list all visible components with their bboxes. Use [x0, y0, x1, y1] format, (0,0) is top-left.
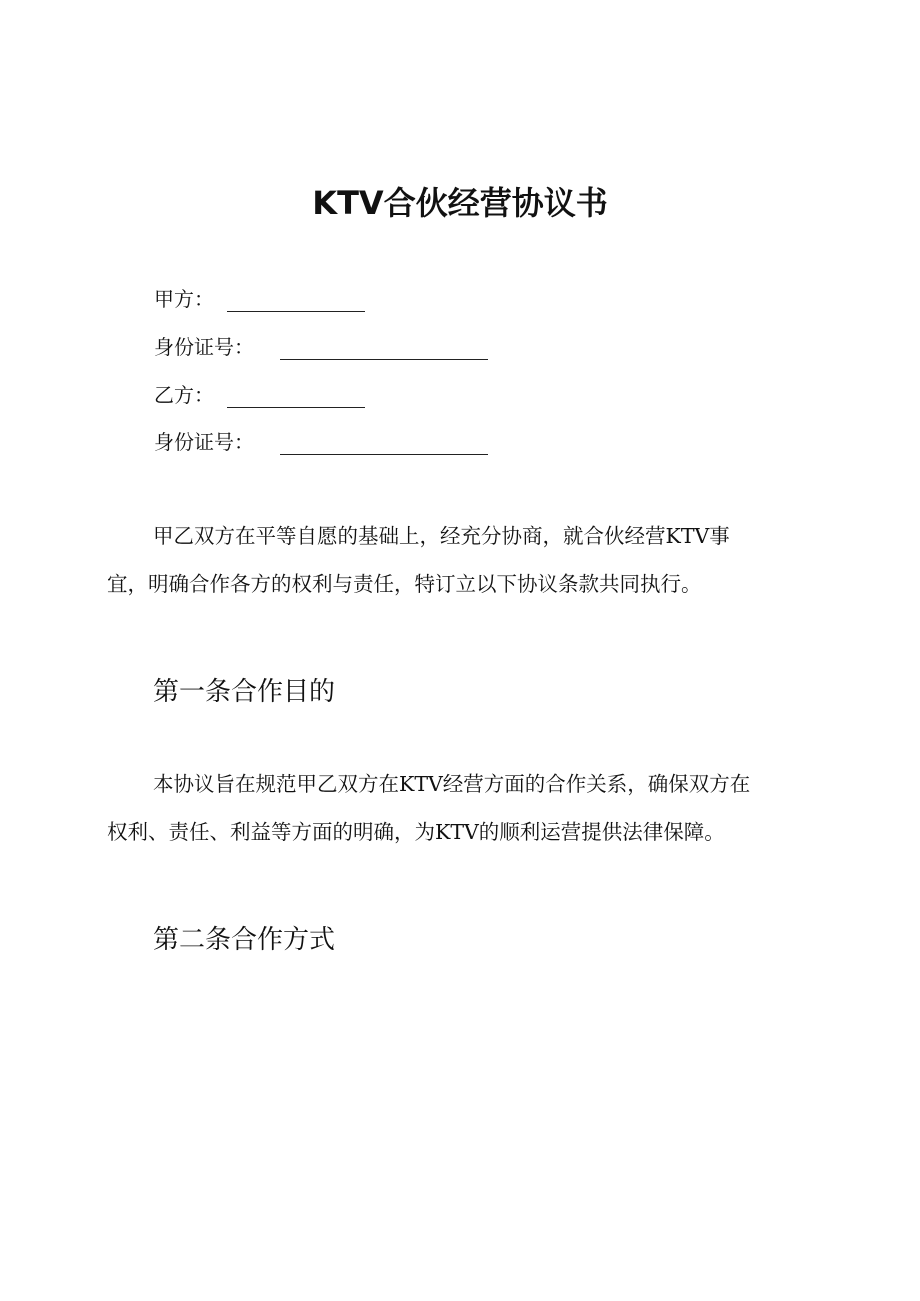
- section-2-heading: 第二条合作方式: [153, 925, 336, 955]
- party-a-field: [154, 284, 214, 314]
- party-b-field: [154, 380, 214, 410]
- section-1-heading: 第一条合作目的: [153, 677, 336, 707]
- party-b-label: 乙方：: [154, 383, 214, 407]
- section-1-paragraph: [107, 760, 827, 856]
- party-b-id-label: 身份证号：: [154, 430, 254, 454]
- party-b-blank-line: [227, 407, 365, 408]
- party-a-id-label: 身份证号：: [154, 335, 254, 359]
- intro-line-1: 甲乙双方在平等自愿的基础上，经充分协商，就合伙经营KTV事: [153, 524, 730, 548]
- intro-paragraph: [107, 512, 827, 608]
- party-b-id-blank-line: [280, 454, 488, 455]
- party-a-id-field: [154, 332, 254, 362]
- section-1-line-1: 本协议旨在规范甲乙双方在KTV经营方面的合作关系，确保双方在: [153, 772, 751, 796]
- party-a-label: 甲方：: [154, 287, 214, 311]
- intro-line-2: 宜，明确合作各方的权利与责任，特订立以下协议条款共同执行。: [107, 572, 702, 596]
- party-a-id-blank-line: [280, 359, 488, 360]
- party-a-blank-line: [227, 311, 365, 312]
- section-1-line-2: 权利、责任、利益等方面的明确，为KTV的顺利运营提供法律保障。: [107, 820, 725, 844]
- document-title: KTV合伙经营协议书: [312, 184, 608, 222]
- party-b-id-field: [154, 427, 254, 457]
